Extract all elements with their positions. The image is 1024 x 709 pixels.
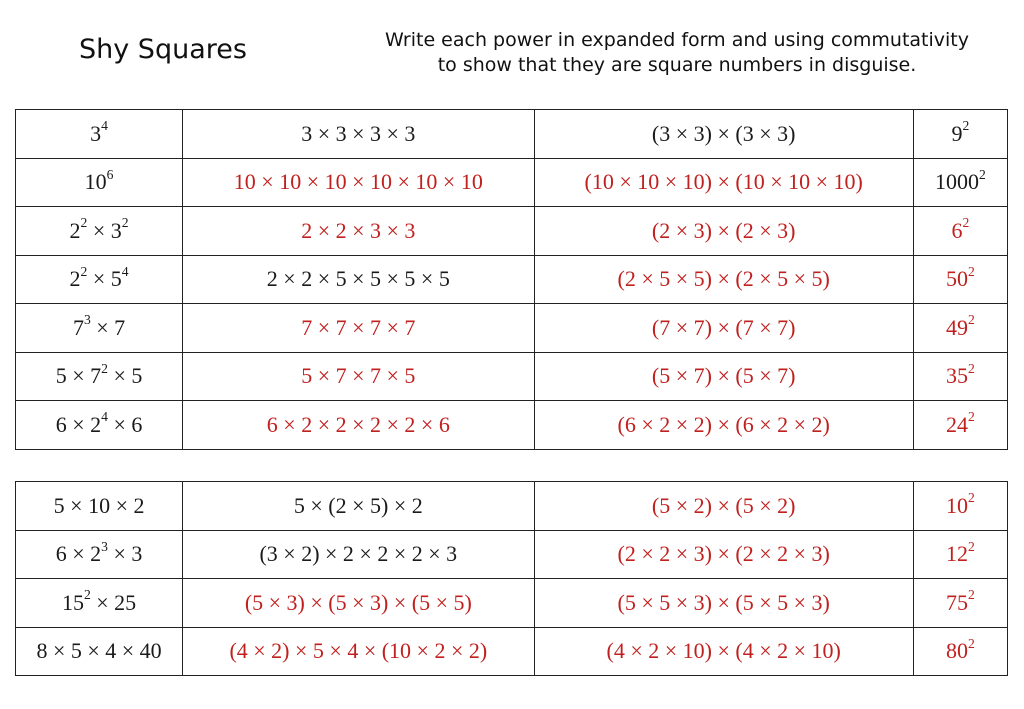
- table-row: [16, 530, 1008, 579]
- grouped-cell: (2 × 3) × (2 × 3): [534, 207, 913, 256]
- grouped-cell: (3 × 3) × (3 × 3): [534, 110, 913, 159]
- table-row: [16, 401, 1008, 450]
- power-cell: $2^2 \times 5^4$: [16, 255, 183, 304]
- table-row: [16, 207, 1008, 256]
- square-cell: $10^2$: [913, 482, 1007, 531]
- table-row: [16, 627, 1008, 676]
- power-cell: 5 × 10 × 2: [16, 482, 183, 531]
- expanded-cell: 2 × 2 × 5 × 5 × 5 × 5: [183, 255, 534, 304]
- grouped-cell: (10 × 10 × 10) × (10 × 10 × 10): [534, 158, 913, 207]
- power-cell: $6 \times 2^3 \times 3$: [16, 530, 183, 579]
- grouped-cell: (2 × 2 × 3) × (2 × 2 × 3): [534, 530, 913, 579]
- instructions: [364, 28, 990, 78]
- table-row: [16, 158, 1008, 207]
- instructions-line-2: to show that they are square numbers in disguise.: [437, 54, 917, 76]
- power-cell: $10^6$: [16, 158, 183, 207]
- worksheet-table-extension: [15, 481, 1008, 676]
- grouped-cell: (2 × 5 × 5) × (2 × 5 × 5): [534, 255, 913, 304]
- expanded-cell: (4 × 2) × 5 × 4 × (10 × 2 × 2): [183, 627, 534, 676]
- grouped-cell: (5 × 2) × (5 × 2): [534, 482, 913, 531]
- table-row: [16, 304, 1008, 353]
- expanded-cell: 6 × 2 × 2 × 2 × 2 × 6: [183, 401, 534, 450]
- power-cell: $15^2 \times 25$: [16, 579, 183, 628]
- grouped-cell: (7 × 7) × (7 × 7): [534, 304, 913, 353]
- table-row: [16, 579, 1008, 628]
- square-cell: $50^2$: [913, 255, 1007, 304]
- square-cell: $80^2$: [913, 627, 1007, 676]
- grouped-cell: (5 × 7) × (5 × 7): [534, 352, 913, 401]
- table-row: [16, 110, 1008, 159]
- instructions-line-1: Write each power in expanded form and using commutativity: [384, 29, 970, 51]
- square-cell: $49^2$: [913, 304, 1007, 353]
- table-row: [16, 352, 1008, 401]
- grouped-cell: (4 × 2 × 10) × (4 × 2 × 10): [534, 627, 913, 676]
- expanded-cell: 7 × 7 × 7 × 7: [183, 304, 534, 353]
- power-cell: $2^2 \times 3^2$: [16, 207, 183, 256]
- square-cell: $12^2$: [913, 530, 1007, 579]
- table-row: [16, 482, 1008, 531]
- power-cell: $3^4$: [16, 110, 183, 159]
- square-cell: $24^2$: [913, 401, 1007, 450]
- power-cell: 8 × 5 × 4 × 40: [16, 627, 183, 676]
- worksheet-table-main: [15, 109, 1008, 450]
- expanded-cell: (5 × 3) × (5 × 3) × (5 × 5): [183, 579, 534, 628]
- expanded-cell: 5 × (2 × 5) × 2: [183, 482, 534, 531]
- square-cell: $75^2$: [913, 579, 1007, 628]
- square-cell: 1000$^2$: [913, 158, 1007, 207]
- power-cell: $5 \times 7^2 \times 5$: [16, 352, 183, 401]
- expanded-cell: 2 × 2 × 3 × 3: [183, 207, 534, 256]
- expanded-cell: (3 × 2) × 2 × 2 × 2 × 3: [183, 530, 534, 579]
- square-cell: $6^2$: [913, 207, 1007, 256]
- expanded-cell: 3 × 3 × 3 × 3: [183, 110, 534, 159]
- expanded-cell: 5 × 7 × 7 × 5: [183, 352, 534, 401]
- page-title: Shy Squares: [79, 34, 247, 65]
- power-cell: $6 \times 2^4 \times 6$: [16, 401, 183, 450]
- square-cell: $9^2$: [913, 110, 1007, 159]
- grouped-cell: (6 × 2 × 2) × (6 × 2 × 2): [534, 401, 913, 450]
- power-cell: $7^3 \times 7$: [16, 304, 183, 353]
- expanded-cell: 10 × 10 × 10 × 10 × 10 × 10: [183, 158, 534, 207]
- grouped-cell: (5 × 5 × 3) × (5 × 5 × 3): [534, 579, 913, 628]
- table-row: [16, 255, 1008, 304]
- square-cell: $35^2$: [913, 352, 1007, 401]
